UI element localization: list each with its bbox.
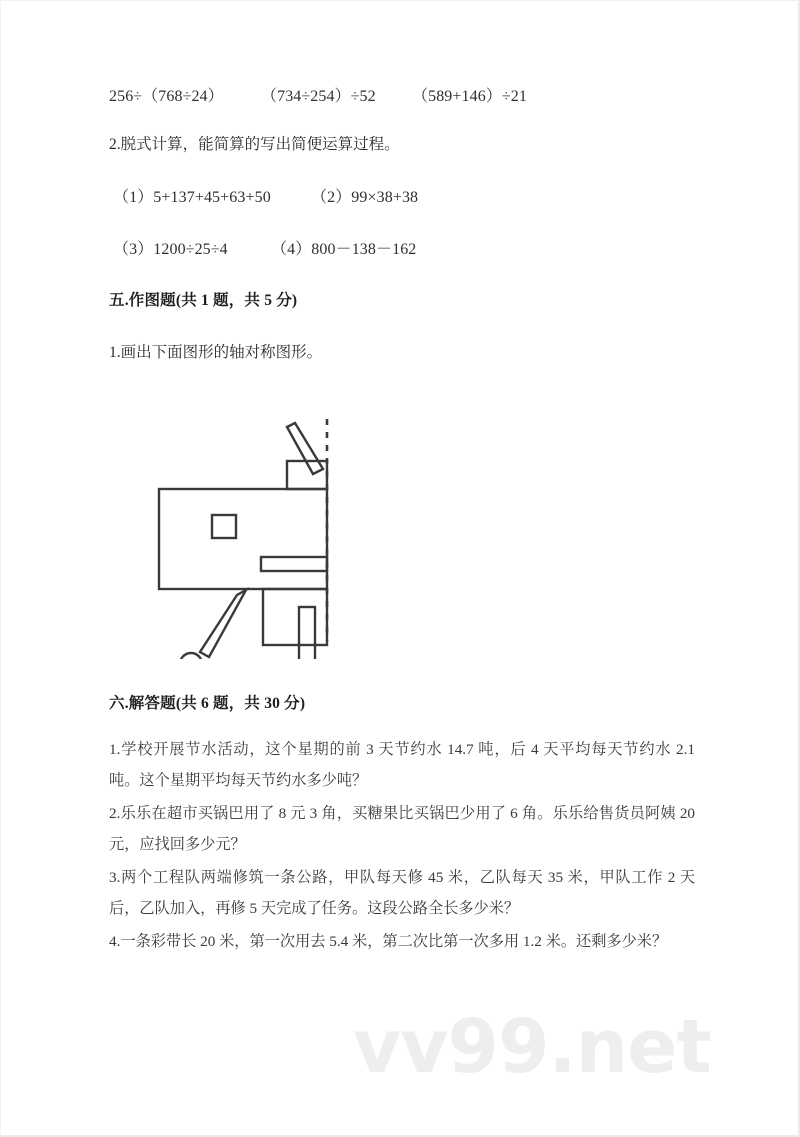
site-watermark: vv99.net [353,1004,711,1090]
problem-item-4: 4.一条彩带长 20 米，第一次用去 5.4 米，第二次比第一次多用 1.2 米。还剩多少米？ [109,933,668,950]
figure-body-box [159,489,327,589]
symmetry-figure [109,399,409,659]
expression-3-1: （3）1200÷25÷4 [113,241,228,258]
figure-antenna [287,423,323,474]
expression-2-2: （2）99×38+38 [311,189,419,206]
section-five-question: 1.画出下面图形的轴对称图形。 [109,344,323,361]
expression-3-2: （4）800－138－162 [271,241,417,258]
problem-item-1: 1.学校开展节水活动，这个星期的前 3 天节约水 14.7 吨，后 4 天平均每天节约水 2.1 吨。这个星期平均每天节约水多少吨？ [109,741,695,789]
figure-mouth-rect [261,557,327,571]
figure-arm-circle [180,653,202,659]
figure-eye-square [212,515,236,538]
page-content [109,1,699,1137]
expression-2-1: （1）5+137+45+63+50 [113,189,271,206]
section-heading-six: 六.解答题(共 6 题，共 30 分) [109,695,306,712]
symmetry-figure-svg [109,399,409,659]
problem-item-2: 2.乐乐在超市买锅巴用了 8 元 3 角，买糖果比买锅巴少用了 6 角。乐乐给售货员阿姨 20 元，应找回多少元？ [109,805,695,853]
arithmetic-instruction: 2.脱式计算，能简算的写出简便运算过程。 [109,136,400,153]
section-heading-five: 五.作图题(共 1 题，共 5 分) [109,292,298,309]
problem-item-3: 3.两个工程队两端修筑一条公路，甲队每天修 45 米，乙队每天 35 米，甲队工作 2 天后，乙队加入，再修 5 天完成了任务。这段公路全长多少米？ [109,869,695,917]
expression-1-1: 256÷（768÷24） [109,88,224,105]
figure-diagonal-arm [200,590,246,657]
expression-1-2: （734÷254）÷52 [261,88,376,105]
expression-1-3: （589+146）÷21 [412,88,528,105]
figure-foot-stem [299,607,315,659]
figure-lower-trunk [263,589,327,645]
